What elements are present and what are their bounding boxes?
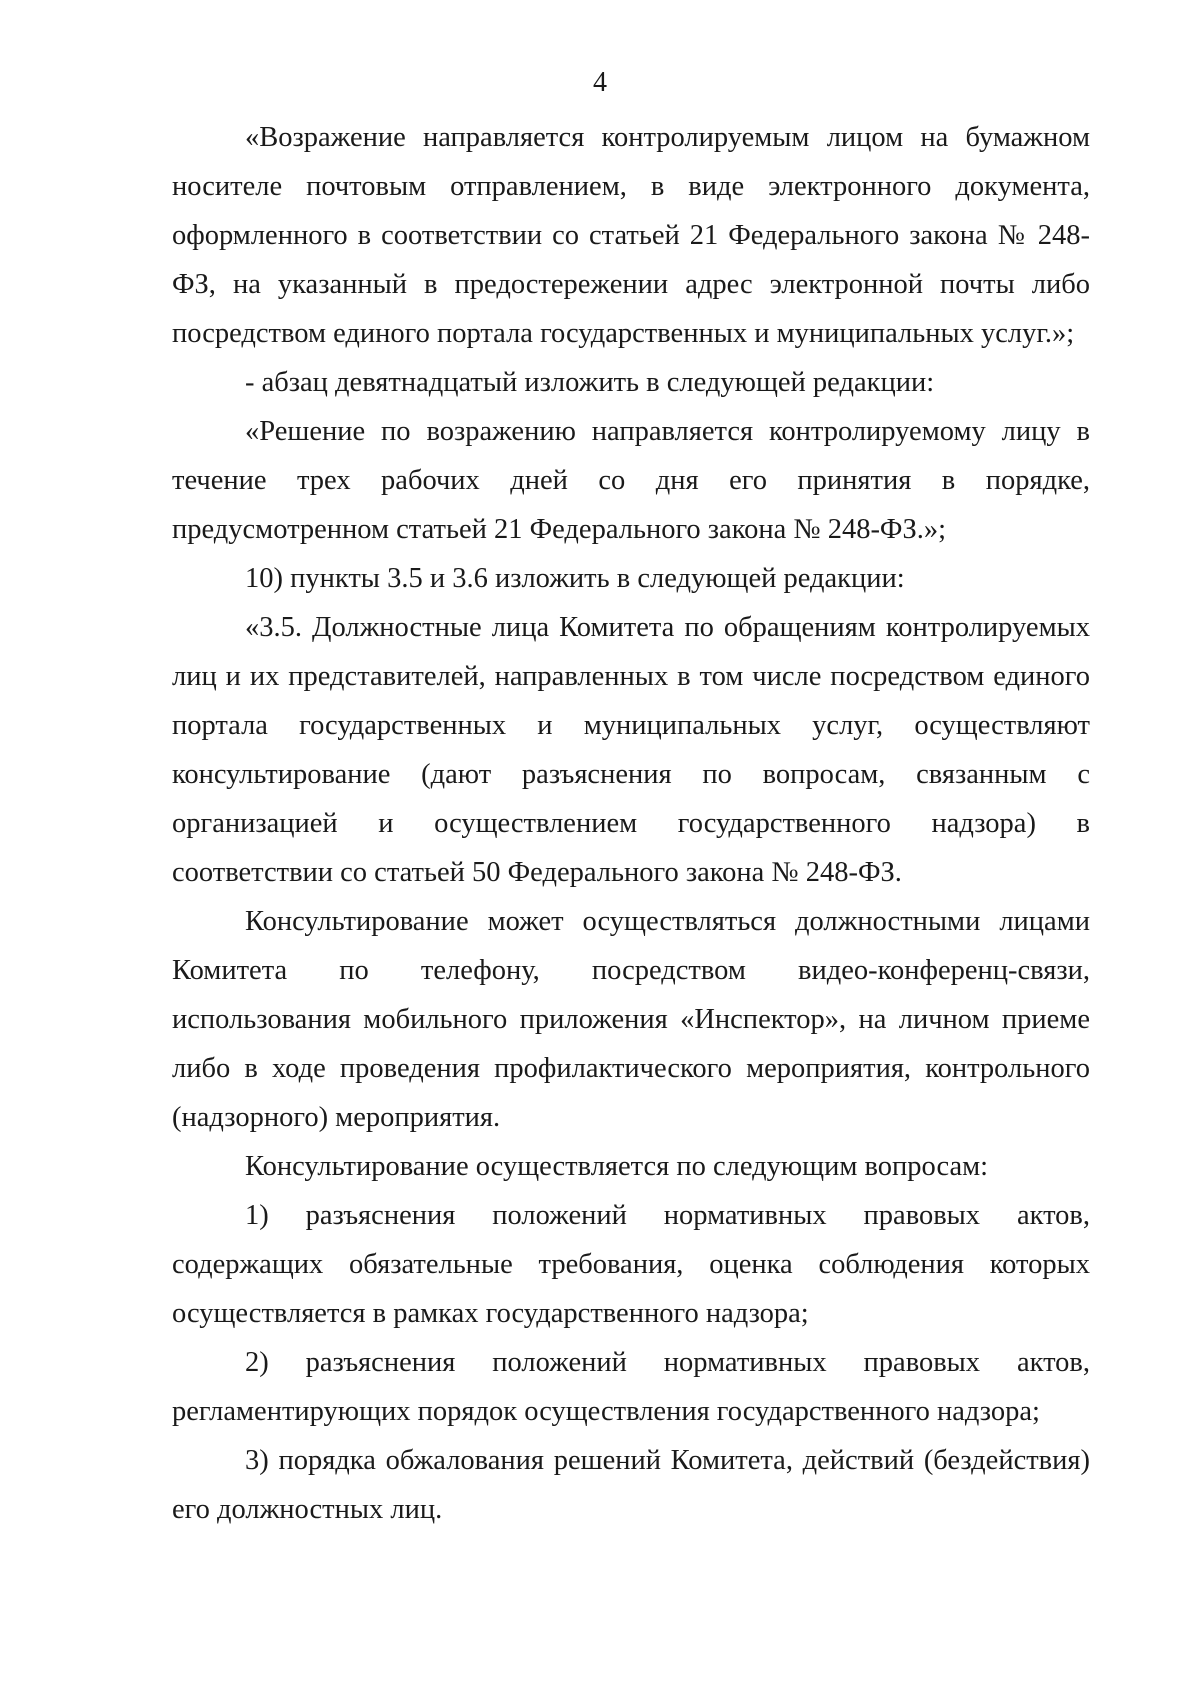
document-body [172, 113, 1090, 1534]
paragraph-consulting-methods: Консультирование может осуществляться должностными лицами Комитета по телефону, посредством видео-конференц-связи, использования мобильного приложения «Инспектор», на личном приеме либо в ходе проведения профилактического мероприятия, контрольного (надзорного) мероприятия. [172, 906, 1090, 1133]
page-number: 4 [593, 67, 607, 98]
paragraph-3-5-consulting: «3.5. Должностные лица Комитета по обращениям контролируемых лиц и их представителей, направленных в том числе посредством единого портала государственных и муниципальных услуг, осуществляют консультирование (дают разъяснения по вопросам, связанным с организацией и осуществлением государственного надзора) в соответствии со статьей 50 Федерального закона № 248-ФЗ. [172, 612, 1090, 888]
list-item-1: 1) разъяснения положений нормативных правовых актов, содержащих обязательные требования, оценка соблюдения которых осуществляется в рамках государственного надзора; [172, 1200, 1090, 1329]
list-item-3: 3) порядка обжалования решений Комитета, действий (бездействия) его должностных лиц. [172, 1445, 1090, 1525]
list-item-2: 2) разъяснения положений нормативных правовых актов, регламентирующих порядок осуществления государственного надзора; [172, 1347, 1090, 1427]
paragraph-items-3-5-3-6: 10) пункты 3.5 и 3.6 изложить в следующей редакции: [245, 563, 905, 594]
paragraph-consulting-topics: Консультирование осуществляется по следующим вопросам: [245, 1151, 989, 1182]
paragraph-objection-decision: «Решение по возражению направляется контролируемому лицу в течение трех рабочих дней со дня его принятия в порядке, предусмотренном статьей 21 Федерального закона № 248-ФЗ.»; [172, 416, 1090, 545]
paragraph-objection-submission: «Возражение направляется контролируемым лицом на бумажном носителе почтовым отправлением, в виде электронного документа, оформленного в соответствии со статьей 21 Федерального закона № 248-ФЗ, на указанный в предостережении адрес электронной почты либо посредством единого портала государственных и муниципальных услуг.»; [172, 122, 1090, 349]
paragraph-nineteenth-amendment: - абзац девятнадцатый изложить в следующей редакции: [245, 367, 935, 398]
